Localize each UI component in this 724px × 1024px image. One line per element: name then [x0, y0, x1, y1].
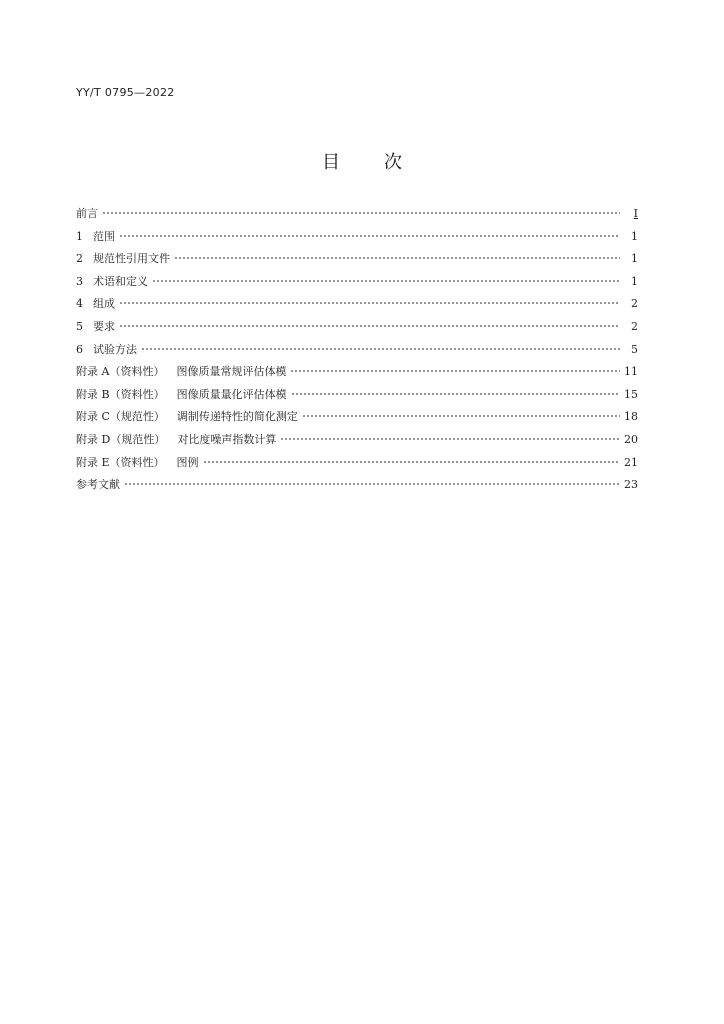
toc-list: [76, 205, 638, 499]
toc-leader-dots: [174, 257, 620, 259]
toc-entry-number: 1: [76, 229, 83, 243]
toc-entry-label: 对比度噪声指数计算: [177, 432, 277, 446]
toc-entry-annex-c[interactable]: [76, 408, 638, 431]
toc-entry-annex-b[interactable]: [76, 386, 638, 409]
toc-leader-dots: [203, 461, 620, 463]
toc-entry-foreword[interactable]: [76, 205, 638, 228]
toc-entry-label: 规范性引用文件: [93, 252, 170, 266]
toc-entry-composition[interactable]: [76, 295, 638, 318]
toc-leader-dots: [119, 302, 620, 304]
toc-title-char-1: 目: [322, 152, 340, 173]
toc-entry-number: 6: [76, 342, 83, 356]
toc-entry-annex-a[interactable]: [76, 363, 638, 386]
toc-entry-annex-prefix: 附录 C（规范性）: [76, 410, 165, 424]
toc-leader-dots: [119, 235, 620, 237]
toc-entry-page: 1: [631, 274, 638, 288]
toc-entry-annex-prefix: 附录 B（资料性）: [76, 387, 165, 401]
toc-entry-label: 调制传递特性的简化测定: [176, 410, 298, 424]
toc-entry-page: 15: [624, 387, 638, 401]
toc-entry-page: 2: [631, 297, 638, 311]
toc-entry-scope[interactable]: [76, 228, 638, 251]
toc-entry-page: 5: [631, 342, 638, 356]
toc-leader-dots: [291, 393, 620, 395]
toc-entry-annex-prefix: 附录 D（规范性）: [76, 432, 166, 446]
toc-title: [0, 148, 724, 174]
toc-entry-number: 4: [76, 297, 83, 311]
toc-entry-label: 试验方法: [93, 342, 137, 356]
toc-entry-requirements[interactable]: [76, 318, 638, 341]
toc-entry-label: 组成: [93, 297, 115, 311]
toc-entry-number: 2: [76, 252, 83, 266]
toc-entry-test-methods[interactable]: [76, 341, 638, 364]
toc-entry-label: 参考文献: [76, 478, 120, 492]
toc-entry-label: 要求: [93, 319, 115, 333]
toc-entry-label: 前言: [76, 207, 98, 220]
toc-leader-dots: [102, 212, 620, 214]
toc-entry-label: 图像质量量化评估体模: [176, 387, 287, 401]
toc-entry-page: 21: [624, 455, 638, 469]
toc-entry-label: 图像质量常规评估体模: [176, 365, 287, 379]
toc-entry-number: 5: [76, 319, 83, 333]
toc-entry-annex-prefix: 附录 A（资料性）: [76, 365, 165, 379]
standard-number: YY/T 0795—2022: [76, 86, 175, 99]
toc-entry-annex-e[interactable]: [76, 454, 638, 477]
toc-entry-page: 20: [624, 432, 638, 446]
toc-leader-dots: [152, 280, 620, 282]
toc-leader-dots: [302, 415, 620, 417]
toc-entry-normative-references[interactable]: [76, 250, 638, 273]
toc-leader-dots: [119, 325, 620, 327]
toc-entry-number: 3: [76, 274, 83, 288]
toc-entry-page: 23: [624, 478, 638, 492]
toc-entry-page: Ⅰ: [633, 207, 638, 220]
toc-entry-bibliography[interactable]: [76, 476, 638, 499]
toc-entry-label: 图例: [176, 455, 199, 469]
toc-entry-label: 术语和定义: [93, 274, 148, 288]
toc-entry-page: 18: [624, 410, 638, 424]
toc-leader-dots: [141, 348, 620, 350]
toc-leader-dots: [124, 483, 620, 485]
toc-entry-annex-d[interactable]: [76, 431, 638, 454]
toc-leader-dots: [290, 370, 620, 372]
toc-entry-page: 1: [631, 252, 638, 266]
toc-entry-label: 范围: [93, 229, 115, 243]
toc-leader-dots: [280, 438, 620, 440]
toc-entry-page: 11: [624, 365, 638, 379]
toc-entry-page: 1: [631, 229, 638, 243]
toc-entry-terms-definitions[interactable]: [76, 273, 638, 296]
toc-entry-annex-prefix: 附录 E（资料性）: [76, 455, 165, 469]
toc-title-char-2: 次: [384, 152, 402, 173]
toc-entry-page: 2: [631, 319, 638, 333]
